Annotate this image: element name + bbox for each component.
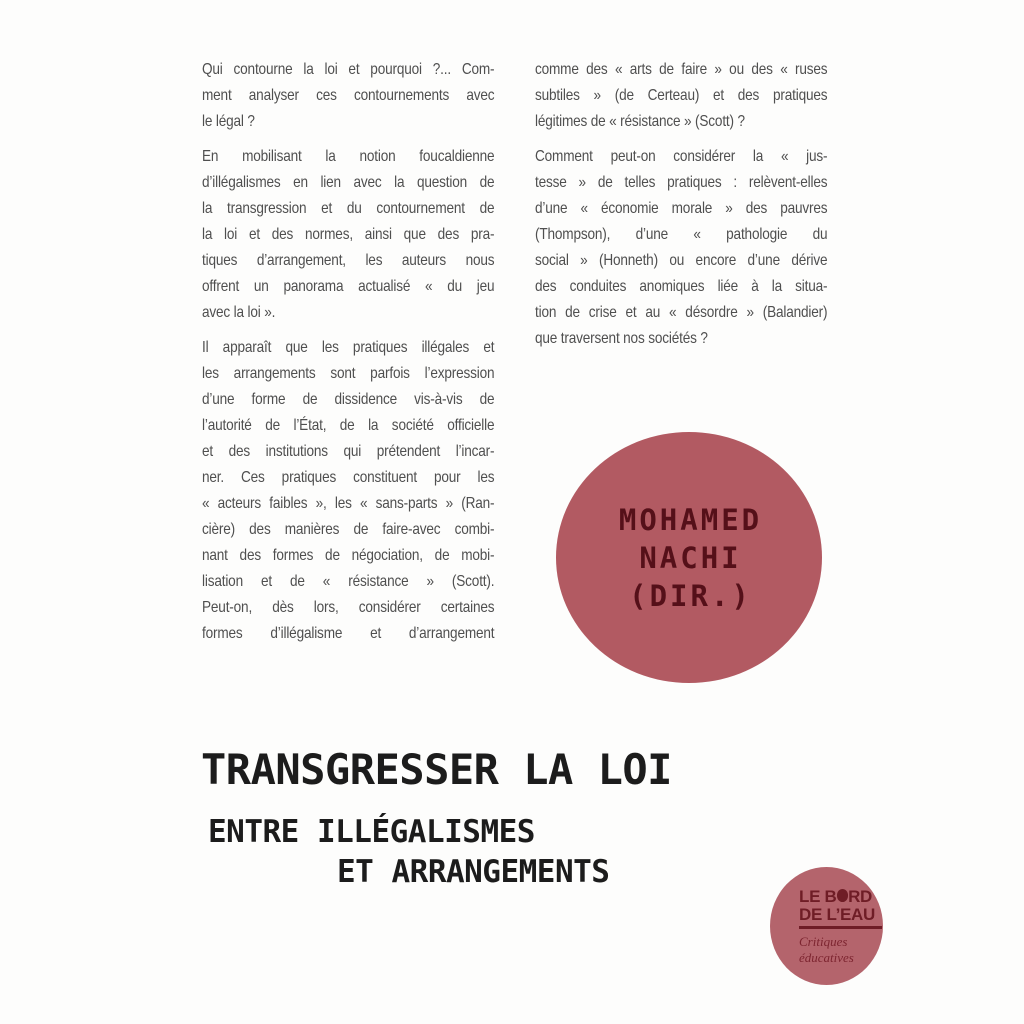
text-line: le légal ?: [202, 113, 255, 130]
text-line: tion de crise et au « désordre » (Balandier): [535, 304, 828, 321]
text-line: Peut-on, dès lors, considérer certaines: [202, 599, 495, 616]
text-line: En mobilisant la notion foucaldienne: [202, 148, 495, 165]
logo-filled-o-icon: [837, 889, 849, 902]
text-line: Qui contourne la loi et pourquoi ?... Com-: [202, 61, 495, 78]
text-line: légitimes de « résistance » (Scott) ?: [535, 113, 745, 130]
text-line: comme des « arts de faire » ou des « ruses: [535, 61, 828, 78]
text-line: avec la loi ».: [202, 304, 276, 321]
publisher-divider: [799, 926, 882, 929]
text-line: tesse » de telles pratiques : relèvent-elles: [535, 174, 828, 191]
text-line: des conduites anomiques liée à la situa-: [535, 278, 828, 295]
text-line: Comment peut-on considérer la « jus-: [535, 148, 828, 165]
publisher-collection-line1: Critiques: [799, 933, 848, 949]
text-line: tiques d’arrangement, les auteurs nous: [202, 252, 495, 269]
text-line: d’une forme de dissidence vis-à-vis de: [202, 391, 495, 408]
text-line: la loi et des normes, ainsi que des pra-: [202, 226, 495, 243]
text-line: subtiles » (de Certeau) et des pratiques: [535, 87, 828, 104]
text-line: « acteurs faibles », les « sans-parts » (Ran-: [202, 495, 495, 512]
text-line: ment analyser ces contournements avec: [202, 87, 495, 104]
text-line: cière) des manières de faire-avec combi-: [202, 521, 495, 538]
publisher-collection-line2: éducatives: [799, 949, 854, 965]
text-line: d’illégalismes en lien avec la question de: [202, 174, 495, 191]
paragraph: [535, 57, 827, 135]
text-line: formes d’illégalisme et d’arrangement: [202, 625, 495, 642]
author-name-line: NACHI: [639, 540, 742, 575]
publisher-logo-text-block: [799, 888, 882, 966]
publisher-name-line1: LE B RD: [799, 887, 873, 906]
author-name-line: MOHAMED: [618, 502, 763, 537]
text-line: la transgression et du contournement de: [202, 200, 495, 217]
back-text-left-column: [202, 57, 494, 656]
paragraph: [202, 335, 494, 647]
text-line: que traversent nos sociétés ?: [535, 330, 708, 347]
paragraph: [202, 144, 494, 326]
text-line: lisation et de « résistance » (Scott).: [202, 573, 495, 590]
book-title: TRANSGRESSER LA LOI: [201, 745, 672, 794]
author-name-line: (DIR.): [629, 578, 752, 613]
text-line: offrent un panorama actualisé « du jeu: [202, 278, 495, 295]
text-line: social » (Honneth) ou encore d’une dérive: [535, 252, 828, 269]
paragraph: [535, 144, 827, 352]
text-line: ner. Ces pratiques constituent pour les: [202, 469, 495, 486]
paragraph: [202, 57, 494, 135]
book-subtitle-line2: ET ARRANGEMENTS: [337, 854, 610, 890]
text-line: les arrangements sont parfois l’expression: [202, 365, 495, 382]
text-line: l’autorité de l’État, de la société officielle: [202, 417, 495, 434]
text-line: nant des formes de négociation, de mobi-: [202, 547, 495, 564]
text-line: d’une « économie morale » des pauvres: [535, 200, 828, 217]
text-line: (Thompson), d’une « pathologie du: [535, 226, 828, 243]
back-text-right-column: [535, 57, 827, 361]
text-line: Il apparaît que les pratiques illégales et: [202, 339, 495, 356]
publisher-logo: [770, 867, 883, 985]
book-subtitle-line1: ENTRE ILLÉGALISMES: [208, 814, 535, 850]
text-line: et des institutions qui prétendent l’incar-: [202, 443, 495, 460]
author-circle: [556, 432, 822, 683]
publisher-name-line2: DE L’EAU: [799, 905, 876, 924]
